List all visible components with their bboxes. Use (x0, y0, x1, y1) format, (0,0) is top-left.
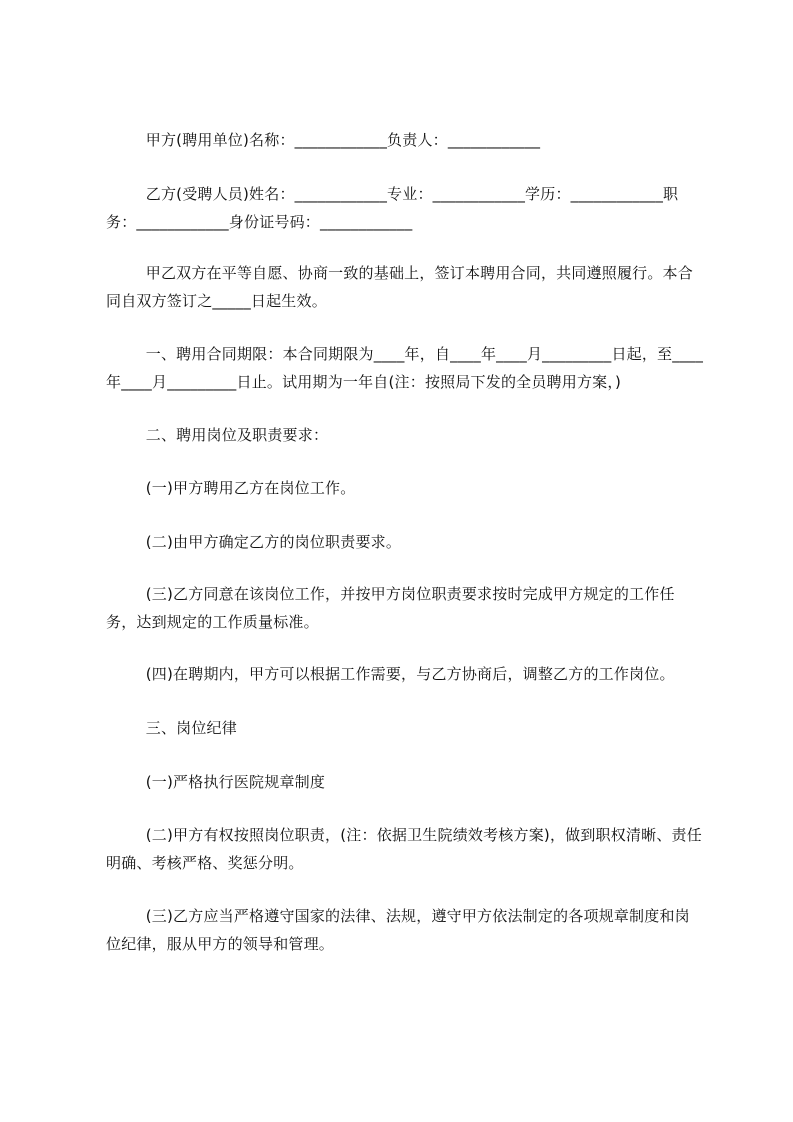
clause-1-contract-term: 一、聘用合同期限：本合同期限为____年，自____年____月_________日起，至____年____月_________日止。试用期为一年自(注：按照局下发的全员聘用方案，) (106, 345, 704, 391)
clause-3-item-1: (一)严格执行医院规章制度 (106, 773, 326, 791)
clause-3-item-2: (二)甲方有权按照岗位职责，(注：依据卫生院绩效考核方案)，做到职权清晰、责任明确、考核严格、奖惩分明。 (106, 826, 702, 872)
clause-2-item-3: (三)乙方同意在该岗位工作，并按甲方岗位职责要求按时完成甲方规定的工作任务，达到规定的工作质量标准。 (106, 585, 675, 631)
agreement-intro: 甲乙双方在平等自愿、协商一致的基础上，签订本聘用合同，共同遵照履行。本合同自双方签订之_____日起生效。 (106, 264, 693, 310)
clause-2-item-4: (四)在聘期内，甲方可以根据工作需要，与乙方协商后，调整乙方的工作岗位。 (106, 665, 675, 683)
party-b-info: 乙方(受聘人员)姓名：____________专业：____________学历：____________职务：____________身份证号码：____________ (106, 185, 679, 231)
clause-3-item-3: (三)乙方应当严格遵守国家的法律、法规，遵守甲方依法制定的各项规章制度和岗位纪律，服从甲方的领导和管理。 (106, 907, 690, 953)
clause-3-heading: 三、岗位纪律 (106, 719, 237, 737)
clause-2-heading: 二、聘用岗位及职责要求： (106, 426, 329, 444)
clause-2-item-2: (二)由甲方确定乙方的岗位职责要求。 (106, 533, 402, 551)
clause-2-item-1: (一)甲方聘用乙方在岗位工作。 (106, 479, 356, 497)
party-a-info: 甲方(聘用单位)名称：____________负责人：____________ (106, 131, 541, 149)
